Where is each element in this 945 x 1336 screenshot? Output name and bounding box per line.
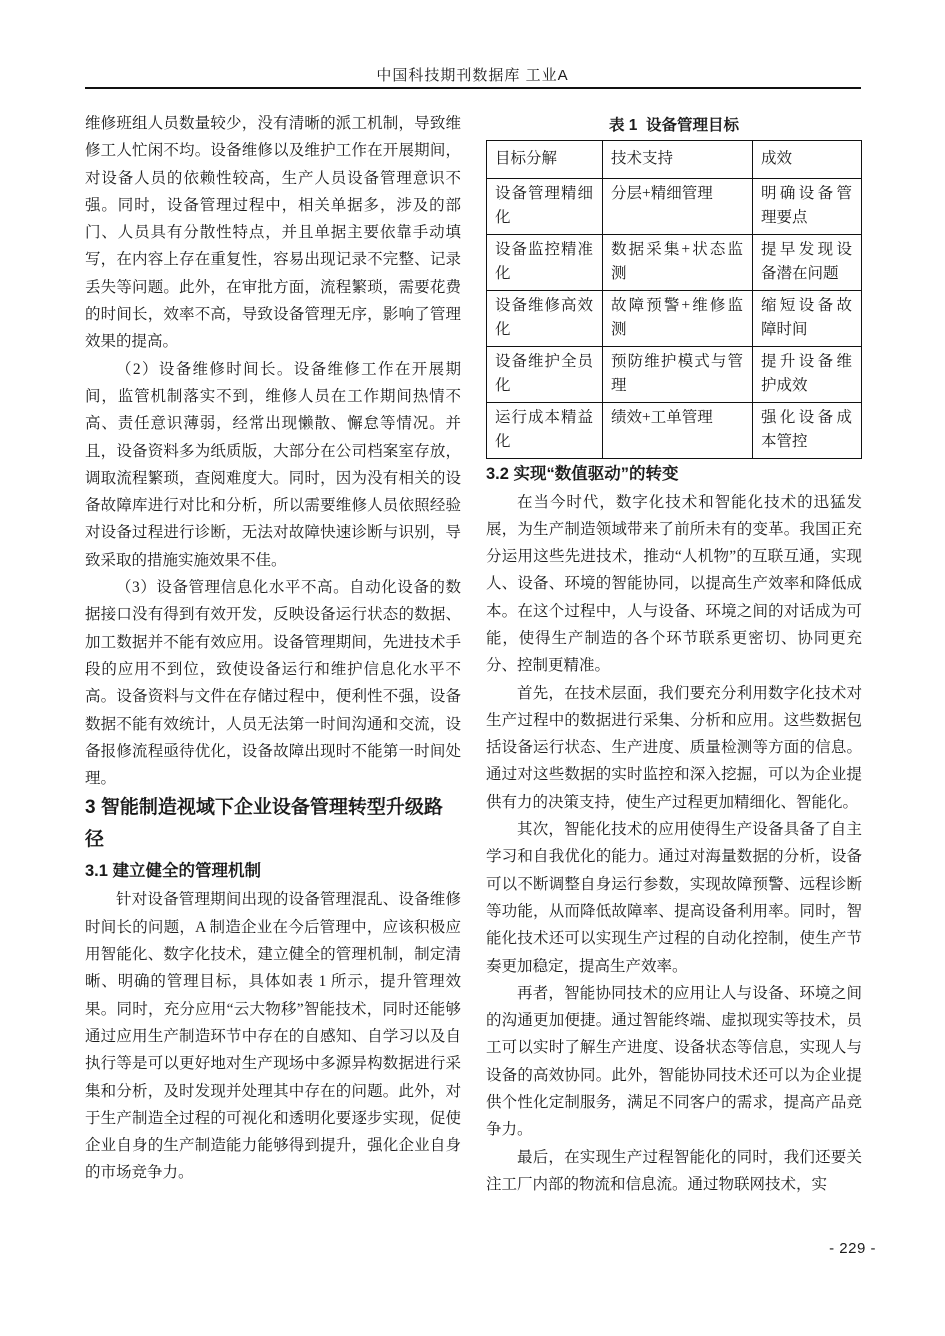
table-header-cell: 成效 <box>753 141 862 179</box>
table-cell: 提升设备维护成效 <box>753 346 862 402</box>
section-3-heading: 3 智能制造视域下企业设备管理转型升级路径 <box>85 797 443 851</box>
paragraph-section-3-1: 针对设备管理期间出现的设备管理混乱、设备维修时间长的问题，A 制造企业在今后管理中，应该积极应用智能化、数字化技术，建立健全的管理机制，制定清晰、明确的管理目标，具体如表 1 所示，提升管理效果。同时，充分应用“云大物移”智能技术，同时还能够通过应用生产制造环节中存在的自感知、自学习以及自执行等是可以更好地对生产现场中多源异构数据进行采集和分析，及时发现并处理其中存在的问题。此外，对于生产制造全过程的可视化和透明化要逐步实现，促使企业自身的生产制造能力能够得到提升，强化企业自身的市场竞争力。 <box>85 891 461 1182</box>
table-cell: 运行成本精益化 <box>487 402 603 458</box>
paragraph-first-point: 首先，在技术层面，我们要充分利用数字化技术对生产过程中的数据进行采集、分析和应用。这些数据包括设备运行状态、生产进度、质量检测等方面的信息。通过对这些数据的实时监控和深入挖掘，可以为企业提供有力的决策支持，使生产过程更加精细化、智能化。 <box>486 684 862 811</box>
table-row <box>487 234 862 290</box>
page-number: - 229 - <box>829 1240 876 1257</box>
paragraph-continued: 维修班组人员数量较少，没有清晰的派工机制，导致维修工人忙闲不均。设备维修以及维护工作在开展期间，对设备人员的依赖性较高，生产人员设备管理意识不强。同时，设备管理过程中，相关单据多，涉及的部门、人员具有分散性特点，并且单据主要依靠手动填写，在内容上存在重复性，容易出现记录不完整、记录丢失等问题。此外，在审批方面，流程繁琐，需要花费的时间长，效率不高，导致设备管理无序，影响了管理效果的提高。 <box>85 115 461 351</box>
paragraph-issue-3: （3）设备管理信息化水平不高。自动化设备的数据接口没有得到有效开发，反映设备运行状态的数据、加工数据并不能有效应用。设备管理期间，先进技术手段的应用不到位，致使设备运行和维护信息化水平不高。设备资料与文件在存储过程中，便利性不强，设备数据不能有效统计，人员无法第一时间沟通和交流，设备报修流程亟待优化，设备故障出现时不能第一时间处理。 <box>85 579 461 788</box>
table-cell: 提早发现设备潜在问题 <box>753 234 862 290</box>
table-cell: 分层+精细管理 <box>603 178 753 234</box>
equipment-goals-table <box>486 140 862 459</box>
table-header-cell: 技术支持 <box>603 141 753 179</box>
right-column <box>486 110 862 1198</box>
paragraph-third-point: 再者，智能协同技术的应用让人与设备、环境之间的沟通更加便捷。通过智能终端、虚拟现实等技术，员工可以实时了解生产进度、设备状态等信息，实现人与设备的高效协同。此外，智能协同技术还可以为企业提供个性化定制服务，满足不同客户的需求，提高产品竞争力。 <box>486 984 862 1139</box>
table-cell: 设备管理精细化 <box>487 178 603 234</box>
table-cell: 设备维修高效化 <box>487 290 603 346</box>
paragraph-intro-3-2: 在当今时代，数字化技术和智能化技术的迅猛发展，为生产制造领域带来了前所未有的变革。我国正充分运用这些先进技术，推动“人机物”的互联互通，实现人、设备、环境的智能协同，以提高生产效率和降低成本。在这个过程中，人与设备、环境之间的对话成为可能，使得生产制造的各个环节联系更密切、协同更充分、控制更精准。 <box>486 493 862 675</box>
paragraph-issue-2: （2）设备维修时间长。设备维修工作在开展期间，监管机制落实不到，维修人员在工作期间热情不高、责任意识薄弱，经常出现懒散、懈怠等情况。并且，设备资料多为纸质版，大部分在公司档案室存放，调取流程繁琐，查阅难度大。同时，因为没有相关的设备故障库进行对比和分析，所以需要维修人员依照经验对设备过程进行诊断，无法对故障快速诊断与识别，导致采取的措施实施效果不佳。 <box>85 360 461 569</box>
table-cell: 缩短设备故障时间 <box>753 290 862 346</box>
table-row <box>487 290 862 346</box>
table-cell: 设备维护全员化 <box>487 346 603 402</box>
table-cell: 数据采集+状态监测 <box>603 234 753 290</box>
table-cell: 明确设备管理要点 <box>753 178 862 234</box>
table-caption: 表 1 设备管理目标 <box>608 117 740 134</box>
table-row <box>487 346 862 402</box>
header-rule <box>85 87 861 89</box>
table-cell: 预防维护模式与管理 <box>603 346 753 402</box>
section-3-1-heading: 3.1 建立健全的管理机制 <box>85 862 262 881</box>
paragraph-second-point: 其次，智能化技术的应用使得生产设备具备了自主学习和自我优化的能力。通过对海量数据的分析，设备可以不断调整自身运行参数，实现故障预警、远程诊断等功能，从而降低故障率、提高设备利用率。同时，智能化技术还可以实现生产过程的自动化控制，使生产节奏更加稳定，提高生产效率。 <box>486 821 862 975</box>
section-3-2-heading: 3.2 实现“数值驱动”的转变 <box>486 464 679 483</box>
table-cell: 强化设备成本管控 <box>753 402 862 458</box>
table-header-row <box>487 141 862 179</box>
journal-header: 中国科技期刊数据库 工业A <box>376 67 569 84</box>
paragraph-last-point: 最后，在实现生产过程智能化的同时，我们还要关注工厂内部的物流和信息流。通过物联网技术，实 <box>486 1148 862 1193</box>
table-cell: 设备监控精准化 <box>487 234 603 290</box>
table-cell: 绩效+工单管理 <box>603 402 753 458</box>
table-row <box>487 402 862 458</box>
table-row <box>487 178 862 234</box>
table-cell: 故障预警+维修监测 <box>603 290 753 346</box>
left-column <box>85 110 461 1187</box>
table-header-cell: 目标分解 <box>487 141 603 179</box>
